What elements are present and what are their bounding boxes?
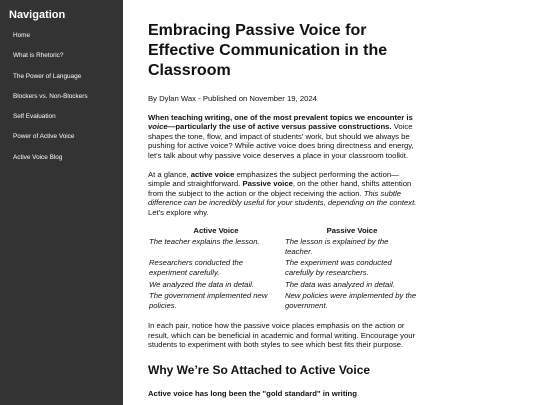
comparison-paragraph: In each pair, notice how the passive voice places emphasis on the action or result, which can be beneficial in academic and formal writing. Encourage your students to experiment with both styles to see which best fits their purpose. xyxy=(148,321,416,350)
sidebar-nav-list xyxy=(13,32,88,174)
sidebar-item-power-of-active-voice[interactable]: Power of Active Voice xyxy=(13,133,75,141)
byline: By Dylan Wax - Published on November 19, 2024 xyxy=(148,94,317,103)
para2-passive-voice: Passive voice xyxy=(242,179,293,189)
table-row xyxy=(148,291,420,312)
sidebar-item-blockers[interactable]: Blockers vs. Non-Blockers xyxy=(13,92,88,100)
intro-bold-tail: —particularly the use of active versus passive constructions. xyxy=(167,122,392,132)
table-cell-active: We analyzed the data in detail. xyxy=(149,279,254,289)
table-cell-passive: New policies were implemented by the government. xyxy=(285,291,417,310)
sidebar-title: Navigation xyxy=(9,9,66,21)
table-row xyxy=(148,237,420,258)
sidebar xyxy=(0,0,123,405)
page-title: Embracing Passive Voice for Effective Communication in the Classroom xyxy=(148,22,388,79)
section-heading: Why We’re So Attached to Active Voice xyxy=(148,363,371,378)
sidebar-item-self-evaluation[interactable]: Self Evaluation xyxy=(13,113,56,121)
para2-text-2: emphasizes the subject performing the action—simple and straightforward. xyxy=(148,169,399,189)
voice-comparison-table xyxy=(148,226,420,313)
table-cell-passive: The lesson is explained by the teacher. xyxy=(285,237,389,256)
section-paragraph-lead: Active voice has long been the "gold standard" in writing xyxy=(148,389,357,399)
para2-text-3: , on the other hand, shifts attention from the subject to the action or the object receiving the action. xyxy=(148,179,412,198)
section-paragraph xyxy=(148,389,420,399)
sidebar-item-what-is-rhetoric[interactable]: What is Rhetoric? xyxy=(13,52,64,60)
table-cell-active: The government implemented new policies. xyxy=(149,291,268,310)
article xyxy=(148,0,420,405)
intro-rest: Voice shapes the tone, flow, and impact of students' work, but should we always be pushing for active voice? While active voice does bring directness and energy, let's talk about why passive voice deserves a place in your classroom toolkit. xyxy=(148,122,414,160)
intro-bold-italic: voice xyxy=(148,122,168,132)
definition-paragraph xyxy=(148,170,420,218)
table-cell-active: Researchers conducted the experiment carefully. xyxy=(149,258,244,277)
table-header-active: Active Voice xyxy=(193,225,239,235)
table-row xyxy=(148,258,420,279)
para2-italic: This subtle difference can be incredibly useful for your students, depending on the context. xyxy=(148,188,417,208)
table-cell-passive: The data was analyzed in detail. xyxy=(285,279,395,289)
table-header-passive: Passive Voice xyxy=(326,225,378,235)
para2-text-1: At a glance, xyxy=(148,169,191,179)
para2-text-4: Let's explore why. xyxy=(148,207,209,217)
sidebar-item-home[interactable]: Home xyxy=(13,32,31,39)
table-cell-passive: The experiment was conducted carefully by researchers. xyxy=(285,258,392,277)
table-cell-active: The teacher explains the lesson. xyxy=(149,237,260,247)
para2-active-voice: active voice xyxy=(190,169,235,179)
table-row xyxy=(148,280,420,292)
sidebar-item-active-voice-blog[interactable]: Active Voice Blog xyxy=(13,153,63,161)
intro-paragraph xyxy=(148,113,420,161)
sidebar-item-power-of-language[interactable]: The Power of Language xyxy=(13,72,82,80)
intro-bold-lead: When teaching writing, one of the most prevalent topics we encounter is xyxy=(148,112,413,122)
